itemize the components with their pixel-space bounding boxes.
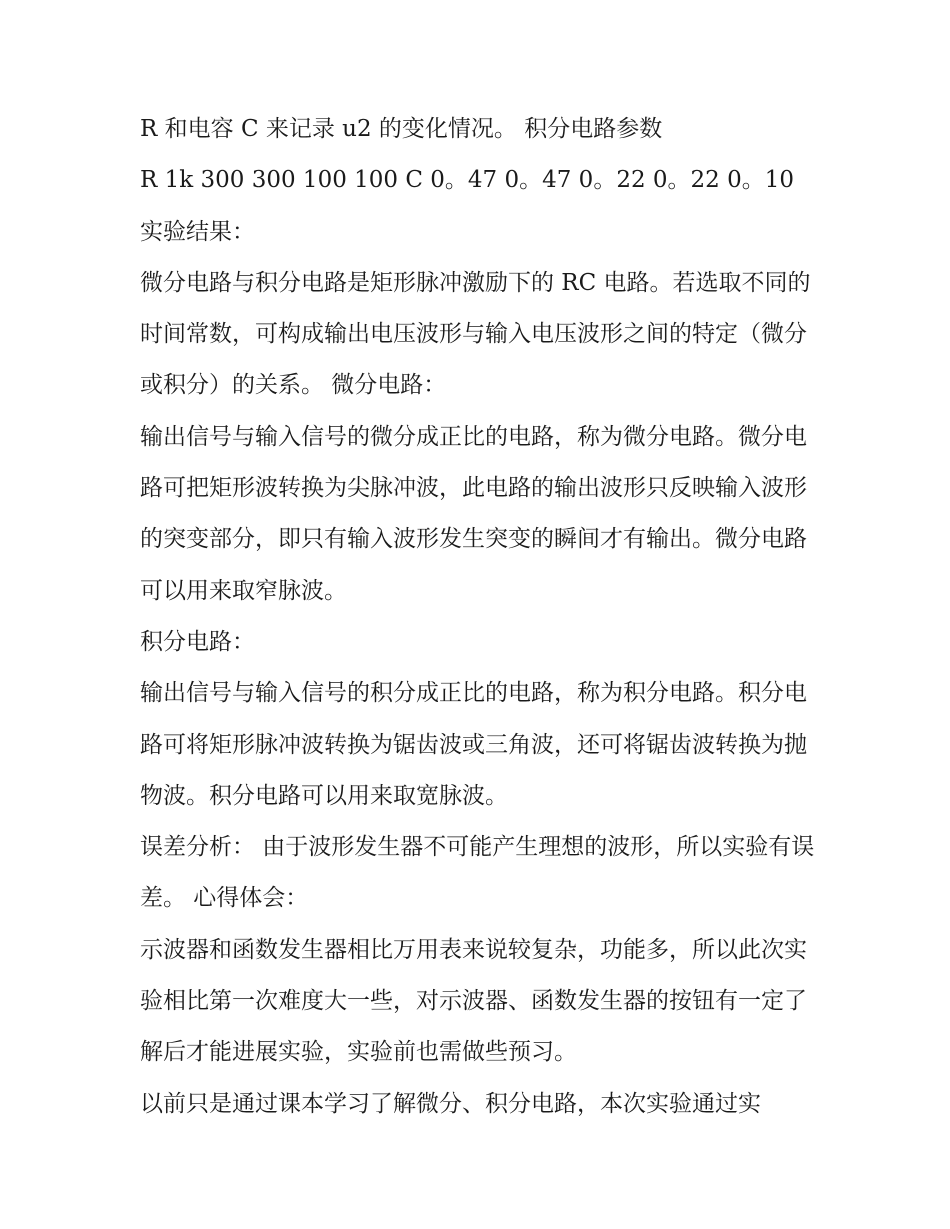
document-body [140,104,820,1130]
paragraph-6: 输出信号与输入信号的积分成正比的电路，称为积分电路。积分电路可将矩形脉冲波转换为锯齿波或三角波，还可将锯齿波转换为抛物波。积分电路可以用来取宽脉波。 [140,680,807,809]
paragraph-1: R 和电容 C 来记录 u2 的变化情况。 积分电路参数 [140,116,663,142]
paragraph-9: 以前只是通过课本学习了解微分、积分电路，本次实验通过实 [140,1090,761,1117]
paragraph-3: 微分电路与积分电路是矩形脉冲激励下的 RC 电路。若选取不同的时间常数，可构成输出电压波形与输入电压波形之间的特定（微分或积分）的关系。 微分电路： [140,269,811,399]
paragraph-4: 输出信号与输入信号的微分成正比的电路，称为微分电路。微分电路可把矩形波转换为尖脉冲波，此电路的输出波形只反映输入波形的突变部分，即只有输入波形发生突变的瞬间才有输出。微分电路可以用来取窄脉波。 [140,423,807,604]
paragraph-7: 误差分析： 由于波形发生器不可能产生理想的波形，所以实验有误差。 心得体会： [140,834,815,912]
paragraph-2: R 1k 300 300 100 100 C 0。47 0。47 0。22 0。22 0。10 实验结果： [140,167,795,245]
paragraph-8: 示波器和函数发生器相比万用表来说较复杂，功能多，所以此次实验相比第一次难度大一些，对示波器、函数发生器的按钮有一定了解后才能进展实验，实验前也需做些预习。 [140,936,807,1066]
paragraph-5: 积分电路： [140,628,255,655]
